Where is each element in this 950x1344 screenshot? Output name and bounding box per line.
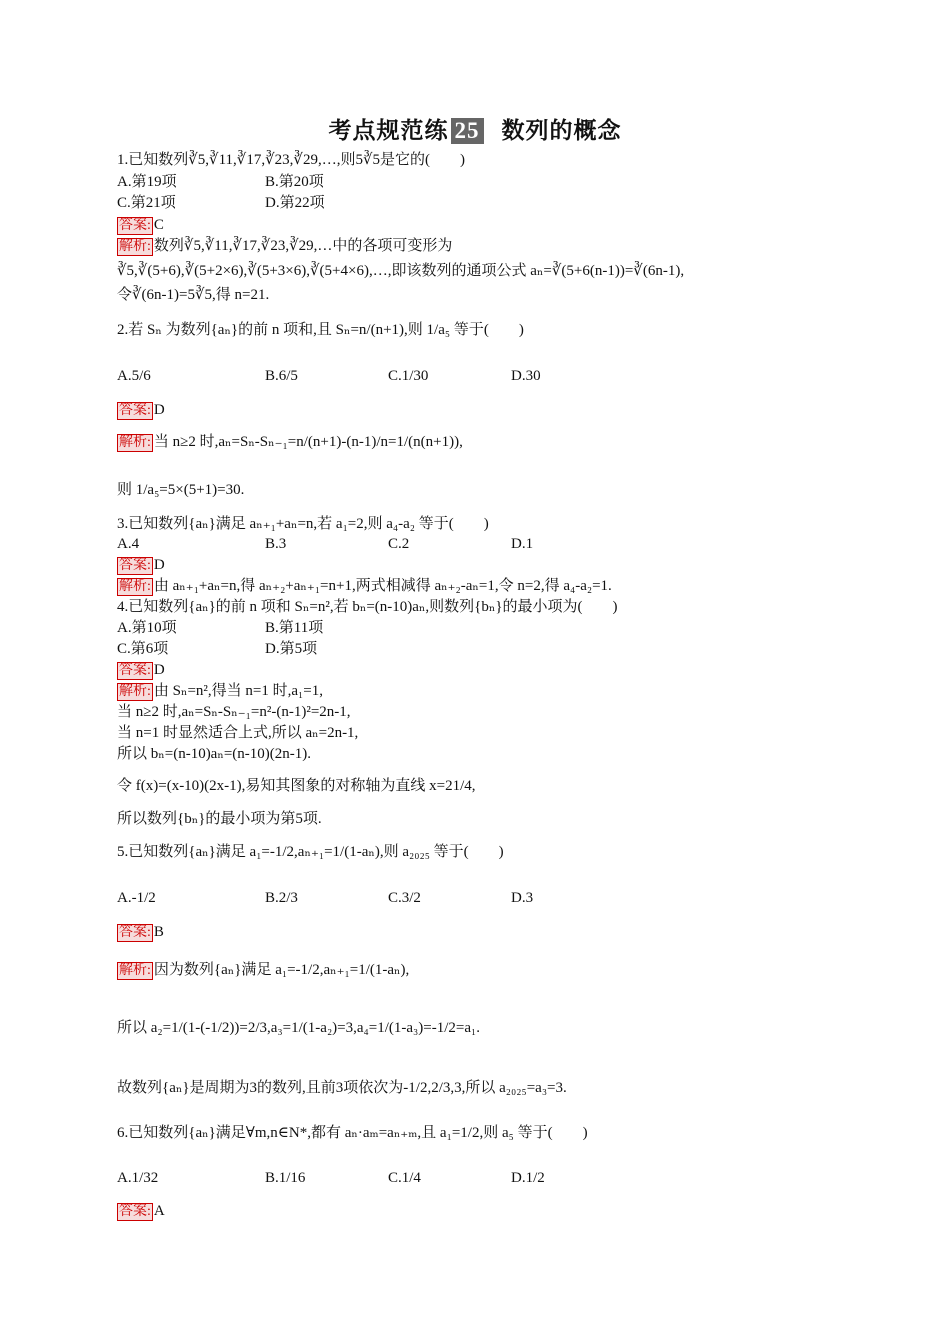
q5-answer-row [117,922,164,942]
q4-analysis-3: 当 n=1 时显然适合上式,所以 aₙ=2n-1, [117,725,359,741]
q4-analysis-2: 当 n≥2 时,aₙ=Sₙ-Sₙ₋₁=n²-(n-1)²=2n-1, [117,704,351,720]
q3-answer-row [117,555,165,575]
q1-option-b: B.第20项 [265,174,324,190]
analysis-tag: 解析: [119,684,151,699]
q1-analysis-3: 令∛(6n-1)=5∛5,得 n=21. [117,287,270,303]
analysis-tag: 解析: [119,963,151,978]
q1-analysis-2: ∛5,∛(5+6),∛(5+2×6),∛(5+3×6),∛(5+4×6),…,即该数列的通项公式 aₙ=∛(5+6(n-1))=∛(6n-1), [117,263,685,279]
q1-stem: 1.已知数列∛5,∛11,∛17,∛23,∛29,…,则5∛5是它的( ) [117,152,466,168]
q5-option-a: A.-1/2 [117,890,156,906]
title-text: 考点规范练 [328,118,449,144]
q6-option-c: C.1/4 [388,1170,421,1186]
q3-option-b: B.3 [265,536,287,552]
q4-option-c: C.第6项 [117,641,169,657]
analysis-tag: 解析: [119,239,151,254]
q4-option-a: A.第10项 [117,620,177,636]
q3-analysis-row [117,576,612,596]
q6-stem: 6.已知数列{aₙ}满足∀m,n∈N*,都有 aₙ·aₘ=aₙ₊ₘ,且 a₁=1/2,则 a₅ 等于( ) [117,1125,588,1141]
q4-answer-row [117,660,165,680]
title-topic: 数列的概念 [501,118,622,144]
q2-answer: D [153,402,165,418]
q1-option-d: D.第22项 [265,195,325,211]
q5-analysis-2: 所以 a₂=1/(1-(-1/2))=2/3,a₃=1/(1-a₂)=3,a₄=1/(1-a₃)=-1/2=a₁. [117,1020,480,1036]
q6-answer: A [153,1203,165,1219]
q2-option-b: B.6/5 [265,368,298,384]
answer-tag: 答案: [119,558,151,573]
q2-analysis-2: 则 1/a₅=5×(5+1)=30. [117,482,245,498]
q6-option-b: B.1/16 [265,1170,306,1186]
answer-tag: 答案: [119,663,151,678]
q2-option-d: D.30 [511,368,541,384]
q5-analysis-1: 因为数列{aₙ}满足 a₁=-1/2,aₙ₊₁=1/(1-aₙ), [153,962,410,978]
q1-answer-row [117,215,164,235]
q5-option-d: D.3 [511,890,534,906]
q4-answer: D [153,662,165,678]
q1-option-c: C.第21项 [117,195,176,211]
q1-analysis-1: 数列∛5,∛11,∛17,∛23,∛29,…中的各项可变形为 [153,238,453,254]
q3-answer: D [153,557,165,573]
q6-answer-row [117,1201,165,1221]
q3-option-c: C.2 [388,536,410,552]
answer-tag: 答案: [119,218,151,233]
answer-tag: 答案: [119,1204,151,1219]
q5-stem: 5.已知数列{aₙ}满足 a₁=-1/2,aₙ₊₁=1/(1-aₙ),则 a₂₀₂₅ 等于( ) [117,844,504,860]
q3-option-d: D.1 [511,536,534,552]
q6-option-d: D.1/2 [511,1170,545,1186]
q3-analysis-1: 由 aₙ₊₁+aₙ=n,得 aₙ₊₂+aₙ₊₁=n+1,两式相减得 aₙ₊₂-aₙ=1,令 n=2,得 a₄-a₂=1. [153,578,612,594]
q3-stem: 3.已知数列{aₙ}满足 aₙ₊₁+aₙ=n,若 a₁=2,则 a₄-a₂ 等于( ) [117,516,489,532]
answer-tag: 答案: [119,403,151,418]
q1-answer: C [153,217,164,233]
title-number-badge: 25 [451,118,484,144]
q4-analysis-4: 所以 bₙ=(n-10)aₙ=(n-10)(2n-1). [117,746,312,762]
q5-option-c: C.3/2 [388,890,421,906]
q2-option-c: C.1/30 [388,368,429,384]
q4-analysis-5: 令 f(x)=(x-10)(2x-1),易知其图象的对称轴为直线 x=21/4, [117,778,476,794]
q3-option-a: A.4 [117,536,140,552]
q2-option-a: A.5/6 [117,368,151,384]
q1-analysis-row [117,236,452,256]
page-title [0,112,950,145]
q4-option-d: D.第5项 [265,641,318,657]
q6-option-a: A.1/32 [117,1170,159,1186]
analysis-tag: 解析: [119,579,151,594]
analysis-tag: 解析: [119,435,151,450]
q1-option-a: A.第19项 [117,174,177,190]
q4-analysis-row [117,681,323,701]
q5-analysis-3: 故数列{aₙ}是周期为3的数列,且前3项依次为-1/2,2/3,3,所以 a₂₀₂₅=a₃=3. [117,1080,567,1096]
q2-answer-row [117,400,165,420]
q5-answer: B [153,924,164,940]
q4-analysis-6: 所以数列{bₙ}的最小项为第5项. [117,811,322,827]
q5-analysis-row [117,960,409,980]
q4-analysis-1: 由 Sₙ=n²,得当 n=1 时,a₁=1, [153,683,323,699]
q5-option-b: B.2/3 [265,890,298,906]
q2-analysis-row [117,432,463,452]
q4-stem: 4.已知数列{aₙ}的前 n 项和 Sₙ=n²,若 bₙ=(n-10)aₙ,则数列{bₙ}的最小项为( ) [117,599,618,615]
q2-stem: 2.若 Sₙ 为数列{aₙ}的前 n 项和,且 Sₙ=n/(n+1),则 1/a₅ 等于( ) [117,322,524,338]
answer-tag: 答案: [119,925,151,940]
q4-option-b: B.第11项 [265,620,324,636]
q2-analysis-1: 当 n≥2 时,aₙ=Sₙ-Sₙ₋₁=n/(n+1)-(n-1)/n=1/(n(n+1)), [153,434,463,450]
